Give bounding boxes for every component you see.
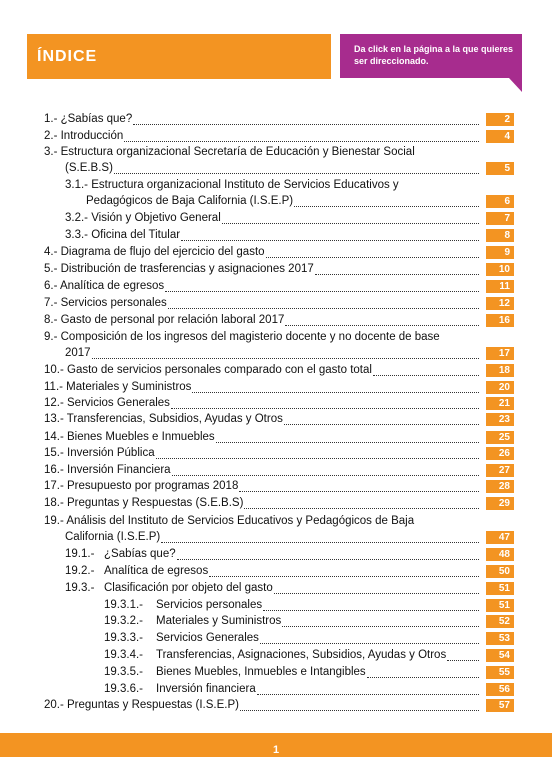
page-link-badge[interactable]: 12	[486, 297, 514, 310]
toc-entry-label: 12.- Servicios Generales	[44, 397, 170, 409]
toc-entry[interactable]	[65, 581, 273, 596]
toc-entry-label: Transferencias, Asignaciones, Subsidios, Ayudas y Otros	[156, 649, 447, 661]
dot-leader	[165, 290, 479, 292]
dot-leader	[172, 474, 479, 476]
dot-leader	[284, 423, 479, 425]
toc-entry-label: 7.- Servicios personales	[44, 297, 167, 309]
page-link-badge[interactable]: 2	[486, 113, 514, 126]
toc-entry-number: 19.3.4.-	[104, 649, 143, 661]
dot-leader	[114, 172, 479, 174]
toc-entry-continued[interactable]	[65, 346, 91, 361]
toc-entry-number: 19.3.3.-	[104, 632, 143, 644]
toc-entry-label-continued: 2017	[65, 347, 91, 359]
dot-leader	[156, 457, 479, 459]
toc-entry-label: 9.- Composición de los ingresos del magisterio docente y no docente de base	[44, 331, 440, 343]
dot-leader	[447, 659, 479, 661]
dot-leader	[222, 222, 479, 224]
page-link-badge[interactable]: 47	[486, 531, 514, 544]
toc-entry[interactable]	[104, 614, 281, 629]
toc-entry[interactable]	[44, 296, 167, 311]
toc-entry-label: 5.- Distribución de trasferencias y asignaciones 2017	[44, 263, 314, 275]
toc-entry-label: 4.- Diagrama de flujo del ejercicio del gasto	[44, 246, 265, 258]
page-number: 1	[272, 744, 280, 756]
toc-entry-label: 17.- Presupuesto por programas 2018	[44, 480, 239, 492]
page-link-badge[interactable]: 50	[486, 565, 514, 578]
toc-entry[interactable]	[104, 682, 256, 697]
page-link-badge[interactable]: 11	[486, 280, 514, 293]
toc-entry[interactable]	[44, 380, 191, 395]
toc-entry[interactable]	[104, 631, 259, 646]
toc-entry[interactable]	[104, 648, 446, 663]
toc-entry[interactable]	[65, 228, 180, 243]
toc-entry[interactable]	[65, 211, 221, 226]
dot-leader	[274, 592, 479, 594]
dot-leader	[240, 709, 479, 711]
toc-entry-continued[interactable]	[86, 194, 293, 209]
toc-entry-number: 19.1.-	[65, 548, 95, 560]
dot-leader	[168, 307, 479, 309]
toc-entry-label: 8.- Gasto de personal por relación laboral 2017	[44, 314, 285, 326]
toc-entry[interactable]	[44, 313, 284, 328]
dot-leader	[239, 490, 479, 492]
toc-entry[interactable]	[44, 262, 314, 277]
dot-leader	[209, 575, 479, 577]
page-link-badge[interactable]: 5	[486, 162, 514, 175]
page-link-badge[interactable]: 23	[486, 413, 514, 426]
toc-entry[interactable]	[44, 446, 155, 461]
toc-entry-label: Analítica de egresos	[104, 565, 209, 577]
page-link-badge[interactable]: 9	[486, 246, 514, 259]
toc-entry-label: 15.- Inversión Pública	[44, 447, 155, 459]
page-link-badge[interactable]: 8	[486, 229, 514, 242]
toc-entry-label: Materiales y Suministros	[156, 615, 282, 627]
dot-leader	[244, 507, 479, 509]
toc-entry-continued[interactable]	[65, 530, 160, 545]
dot-leader	[161, 541, 479, 543]
toc-entry-label: Clasificación por objeto del gasto	[104, 582, 273, 594]
dot-leader	[92, 357, 479, 359]
toc-entry[interactable]	[65, 178, 399, 193]
dot-leader	[177, 558, 479, 560]
toc-entry[interactable]	[44, 396, 170, 411]
toc-entry[interactable]	[44, 112, 132, 127]
dot-leader	[192, 391, 479, 393]
toc-entry-label: 13.- Transferencias, Subsidios, Ayudas y Otros	[44, 413, 283, 425]
toc-entry-number: 19.3.5.-	[104, 666, 143, 678]
toc-entry[interactable]	[65, 547, 176, 562]
toc-entry[interactable]	[44, 245, 265, 260]
dot-leader	[367, 676, 479, 678]
page-link-badge[interactable]: 54	[486, 649, 514, 662]
page-link-badge[interactable]: 16	[486, 314, 514, 327]
dot-leader	[124, 140, 479, 142]
page-link-badge[interactable]: 57	[486, 699, 514, 712]
toc-entry[interactable]	[44, 129, 123, 144]
toc-entry[interactable]	[44, 479, 238, 494]
toc-entry-label: Bienes Muebles, Inmuebles e Intangibles	[156, 666, 366, 678]
toc-entry-label: 20.- Preguntas y Respuestas (I.S.E.P)	[44, 699, 239, 711]
toc-entry-label-continued: Pedagógicos de Baja California (I.S.E.P)	[86, 195, 294, 207]
callout-tail	[509, 78, 522, 92]
toc-entry-label: 6.- Analítica de egresos	[44, 280, 165, 292]
page-link-badge[interactable]: 29	[486, 497, 514, 510]
page-link-badge[interactable]: 17	[486, 347, 514, 360]
toc-entry-label: 3.2.- Visión y Objetivo General	[65, 212, 221, 224]
page-link-badge[interactable]: 55	[486, 666, 514, 679]
page-link-badge[interactable]: 28	[486, 480, 514, 493]
page-link-badge[interactable]: 56	[486, 683, 514, 696]
page-link-badge[interactable]: 4	[486, 130, 514, 143]
page-link-badge[interactable]: 21	[486, 397, 514, 410]
page-link-badge[interactable]: 18	[486, 364, 514, 377]
toc-entry[interactable]	[44, 430, 215, 445]
toc-entry[interactable]	[44, 279, 164, 294]
index-title: ÍNDICE	[37, 48, 98, 65]
dot-leader	[373, 374, 479, 376]
toc-entry-label: Servicios personales	[156, 599, 263, 611]
toc-entry-label: 2.- Introducción	[44, 130, 124, 142]
page-link-badge[interactable]: 25	[486, 431, 514, 444]
page-link-badge[interactable]: 53	[486, 632, 514, 645]
toc-entry[interactable]	[44, 145, 415, 160]
toc-entry-number: 19.3.2.-	[104, 615, 143, 627]
toc-entry[interactable]	[44, 463, 171, 478]
toc-entry-number: 19.3.6.-	[104, 683, 143, 695]
page-link-badge[interactable]: 6	[486, 195, 514, 208]
toc-entry-label: Inversión financiera	[156, 683, 256, 695]
dot-leader	[171, 407, 479, 409]
toc-entry-label: 3.1.- Estructura organizacional Instituto de Servicios Educativos y	[65, 179, 399, 191]
toc-entry-label: 3.- Estructura organizacional Secretaría de Educación y Bienestar Social	[44, 146, 415, 158]
toc-entry-label: 16.- Inversión Financiera	[44, 464, 171, 476]
toc-entry-label: 1.- ¿Sabías que?	[44, 113, 133, 125]
toc-entry-label: ¿Sabías que?	[104, 548, 176, 560]
toc-entry-label: 11.- Materiales y Suministros	[44, 381, 192, 393]
dot-leader	[133, 123, 479, 125]
page-link-badge[interactable]: 20	[486, 381, 514, 394]
page-footer	[0, 733, 552, 757]
dot-leader	[285, 324, 479, 326]
page-link-badge[interactable]: 51	[486, 599, 514, 612]
toc-entry[interactable]	[104, 665, 366, 680]
toc-entry[interactable]	[104, 598, 262, 613]
toc-entry-label: 19.- Análisis del Instituto de Servicios Educativos y Pedagógicos de Baja	[44, 515, 415, 527]
toc-entry[interactable]	[44, 363, 372, 378]
toc-entry[interactable]	[44, 496, 243, 511]
page-link-badge[interactable]: 52	[486, 615, 514, 628]
toc-entry-number: 19.2.-	[65, 565, 95, 577]
dot-leader	[282, 625, 479, 627]
page-link-badge[interactable]: 10	[486, 263, 514, 276]
toc-entry-label: 14.- Bienes Muebles e Inmuebles	[44, 431, 215, 443]
toc-entry-label: 10.- Gasto de servicios personales comparado con el gasto total	[44, 364, 372, 376]
toc-entry[interactable]	[44, 514, 414, 529]
dot-leader	[260, 642, 479, 644]
toc-entry[interactable]	[65, 564, 208, 579]
instruction-callout	[340, 34, 522, 78]
dot-leader	[216, 441, 479, 443]
toc-entry-label: 18.- Preguntas y Respuestas (S.E.B.S)	[44, 497, 244, 509]
toc-entry-label-continued: (S.E.B.S)	[65, 162, 113, 174]
toc-entry-label: 3.3.- Oficina del Titular	[65, 229, 181, 241]
toc-entry-label-continued: California (I.S.E.P)	[65, 531, 161, 543]
page-title	[27, 34, 331, 79]
dot-leader	[263, 609, 479, 611]
page-link-badge[interactable]: 48	[486, 548, 514, 561]
page-link-badge[interactable]: 27	[486, 464, 514, 477]
dot-leader	[257, 693, 479, 695]
page-link-badge[interactable]: 51	[486, 582, 514, 595]
toc-entry[interactable]	[44, 330, 440, 345]
page-link-badge[interactable]: 7	[486, 212, 514, 225]
page-link-badge[interactable]: 26	[486, 447, 514, 460]
dot-leader	[294, 205, 479, 207]
toc-entry[interactable]	[44, 412, 283, 427]
toc-entry[interactable]	[44, 698, 239, 713]
dot-leader	[181, 239, 479, 241]
dot-leader	[266, 256, 479, 258]
toc-entry-continued[interactable]	[65, 161, 113, 176]
toc-entry-number: 19.3.-	[65, 582, 95, 594]
toc-entry-label: Servicios Generales	[156, 632, 259, 644]
toc-entry-number: 19.3.1.-	[104, 599, 143, 611]
instruction-text: Da click en la página a la que quieres ser direccionado.	[354, 44, 514, 66]
dot-leader	[315, 273, 479, 275]
